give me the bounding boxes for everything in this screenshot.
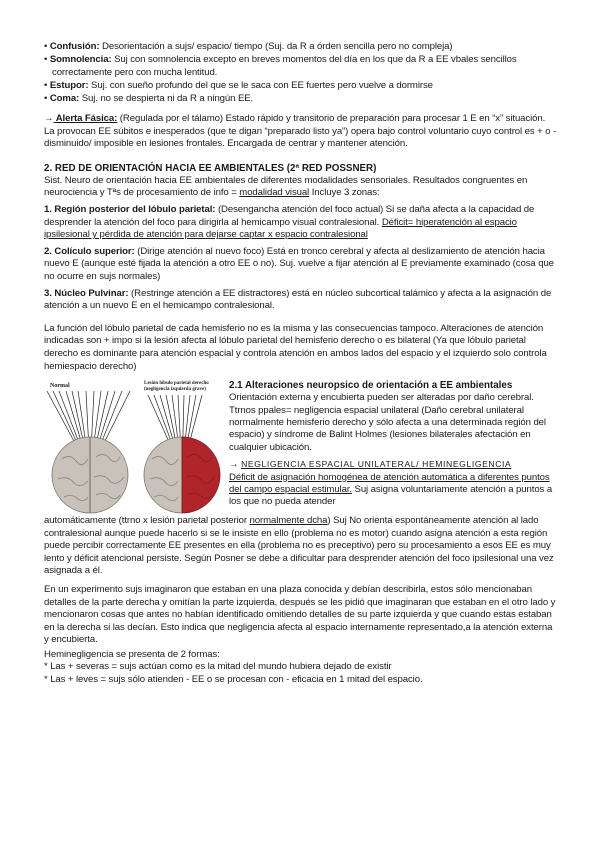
zone-3-paragraph: 3. Núcleo Pulvinar: (Restringe atención a EE distractores) está en núcleo subcortical talámico y afecta a la asignación de atención a un nuevo E en el hemicampo contralesional. xyxy=(44,287,552,312)
list-item: • Somnolencia: Suj con somnolencia excepto en breves momentos del día en los que da R a EE vbales sencillos correctamente pero con mucha lentitud. xyxy=(44,54,517,78)
lesion-brain-right-hemisphere xyxy=(182,437,220,513)
section-intro: Sist. Neuro de orientación hacia EE ambientales de diferentes modalidades sensoriales. Resultados congruentes en neurociencia y Tªs de procesamiento de info = modalidad visual Incluye 3 zonas: xyxy=(44,174,528,199)
normal-label: Normal xyxy=(50,383,70,390)
section-2-1 xyxy=(224,379,558,515)
consciousness-levels-list xyxy=(44,40,558,105)
list-item: * Las + severas = sujs actúan como es la mitad del mundo hubiera dejado de existir xyxy=(44,661,392,673)
lesion-label-line1: Lesión lóbulo parietal derecho xyxy=(144,381,209,387)
list-item: • Coma: Suj. no se despierta ni da R a ningún EE. xyxy=(44,93,254,104)
section-heading: 2.1 Alteraciones neuropsico de orientación a EE ambientales xyxy=(229,380,513,392)
list-item: * Las + leves = sujs sólo atienden - EE o se procesan con - eficacia en 1 mitad del espacio. xyxy=(44,673,423,685)
negligencia-continuation: automáticamente (ttrno x lesión parietal posterior normalmente dcha) Suj No orienta espontáneamente atención al lado contralesional aunque puede hacerlo si se le insiste en ello (problema no es motor) cuando asigna atención a esta región puede percibir correctamente EE presentes en ella (problema no es preceptivo) pero su procesamiento a esos EE es muy lento y déficit atencional persiste. Según Posner se debe a dificultar para desprender atención del foco ipsilesional una vez asignada a él. xyxy=(44,515,554,577)
list-item: • Confusión: Desorientación a sujs/ espacio/ tiempo (Suj. da R a órden sencilla pero no compleja) xyxy=(44,41,453,52)
forms-intro: Heminegligencia se presenta de 2 formas: xyxy=(44,649,220,661)
zone-2-paragraph: 2. Colículo superior: (Dirige atención al nuevo foco) Está en tronco cerebral y afecta al deslizamiento de atención hacia nuevo E (aunque esté fijada la atención a otro EE o no). Suj. vuelve a fijar atención al E previamente examinado (cosa que no ocurre en sujs normales) xyxy=(44,245,554,282)
section-heading: 2. RED DE ORIENTACIÓN HACIA EE AMBIENTALES (2ª RED POSSNER) xyxy=(44,162,377,174)
brain-illustration xyxy=(44,379,224,515)
parietal-function-paragraph: La función del lóbulo parietal de cada hemisferio no es la misma y las consecuencias tampoco. Alteraciones de atención indicadas son + impo si la lesión afecta al lóbulo parietal del hemisferio derecho o es bilateral (Ya que lóbulo parietal derecho es dominante para atención espacial y controla atención en ambos lados del espacio y el izquierdo solo controla hemiespacio derecho) xyxy=(44,322,547,372)
experiment-paragraph: En un experimento sujs imaginaron que estaban en una plaza conocida y debían describirla, estos sólo mencionaban detalles de la parte derecha y omitían la parte izquierda, después se les pidió que imaginaran que estaban en el otro lado y mencionaron cosas que antes no habían identificado omitiendo detalles de su parte izquierda y que cuando estas estaban en la derecha si las decían. Esto indica que negligencia afecta al espacio internamente representado,a la atención externa y encubierta. xyxy=(44,584,556,646)
forms-list xyxy=(44,649,558,686)
zone-1-paragraph: 1. Región posterior del lóbulo parietal: (Desengancha atención del foco actual) Si se daña afecta a la capacidad de desprender la atención del foco para dirigirla al hemicampo visual contralesional. Déficit= hiperatención al espacio ipsilesional y pérdida de atención para dejarse captar x espacio contralesional xyxy=(44,203,535,241)
lesion-label-line2: (negligencia izquierda grave) xyxy=(144,387,206,393)
section-2-1-text: Orientación externa y encubierta pueden ser alteradas por daño cerebral. Ttrnos ppales= negligencia espacial unilateral (Daño cerebral unilateral normalmente hemisferio derecho y sólo afecta a una determinada región del espacio) y síndrome de Balint Holmes (lesiones bilaterales afectación en cualquier ubicación. xyxy=(229,392,546,453)
figure-row xyxy=(44,379,558,515)
list-item: • Estupor: Suj. con sueño profundo del que se le saca con EE fuertes pero vuelve a dormirse xyxy=(44,80,433,91)
lesion-brain-left-hemisphere xyxy=(144,437,182,513)
alerta-fasica-paragraph: → Alerta Fásica: (Regulada por el tálamo) Estado rápido y transitorio de preparación para procesar 1 E en “x” situación. La provocan EE súbitos e inesperados (que te digan “preparado listo ya”) opera bajo control voluntario cuyo control es + o - disminuido/ imposible en lesiones frontales. Encargada de centrar y mantener atención. xyxy=(44,113,557,150)
brain-figure xyxy=(44,379,224,515)
negligencia-paragraph: → NEGLIGENCIA ESPACIAL UNILATERAL/ HEMINEGLIGENCIA Déficit de asignación homogénea de atención automática a diferentes puntos del campo espacial estimular. Suj asigna voluntariamente atención a puntos a los que no pueda atender xyxy=(229,459,553,508)
